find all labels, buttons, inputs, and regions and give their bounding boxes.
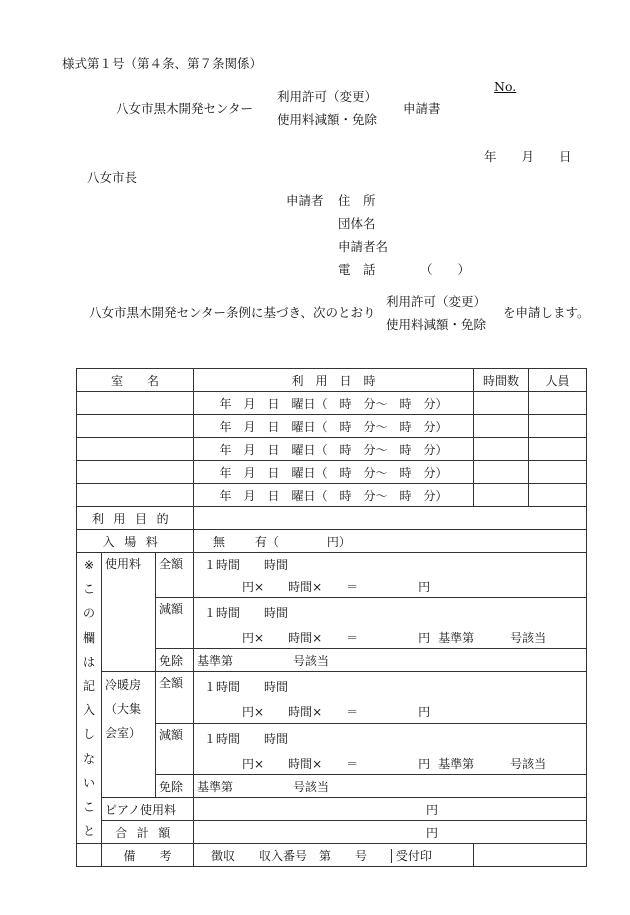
center-name: 八女市黒木開発センター (116, 101, 254, 116)
datetime-row (77, 438, 587, 461)
title-suffix: 申請書 (403, 101, 441, 116)
group-label: 団体名 (338, 216, 376, 231)
reduced-label: 減額 (156, 598, 194, 649)
title-option-permit: 利用許可（変更） (277, 89, 378, 104)
datetime-cell: 年 月 日 曜日（ 時 分～ 時 分） (194, 415, 474, 438)
header-room: 室 名 (77, 369, 194, 392)
addressee: 八女市長 (87, 170, 138, 185)
exempt-line: 基準第 号該当 (194, 775, 587, 798)
datetime-cell: 年 月 日 曜日（ 時 分～ 時 分） (194, 484, 474, 507)
total-yen: 円 (194, 821, 587, 844)
hours-line: １時間 時間 (194, 598, 587, 627)
applicant-label: 申請者 (286, 193, 324, 208)
header-people: 人員 (529, 369, 587, 392)
entry-fee-cell (194, 530, 587, 553)
address-label: 住 所 (338, 193, 376, 208)
hours-line: １時間 時間 (194, 553, 587, 576)
application-table (76, 368, 587, 867)
applicant-name-label: 申請者名 (338, 239, 389, 254)
phone-label: 電 話 (338, 262, 376, 277)
receipt-label: 受付印 (391, 849, 432, 863)
reduced-label: 減額 (156, 723, 194, 775)
piano-yen: 円 (194, 798, 587, 821)
statement-option-fee: 使用料減額・免除 (386, 317, 487, 332)
date-field: 年 月 日 (484, 149, 572, 164)
purpose-label: 利用目的 (77, 507, 194, 530)
aircon-label: 冷暖房 （大集 会室） (102, 672, 156, 798)
statement-prefix: 八女市黒木開発センター条例に基づき、次のとおり (89, 305, 376, 320)
remarks-label: 備 考 (102, 844, 194, 867)
title-option-fee: 使用料減額・免除 (277, 112, 378, 127)
hours-line: １時間 時間 (194, 672, 587, 701)
exempt-line: 基準第 号該当 (194, 649, 587, 672)
calc-line: 円× 時間× ＝ 円 (194, 701, 587, 724)
full-label: 全額 (156, 553, 194, 598)
header-hours: 時間数 (474, 369, 529, 392)
statement-suffix: を申請します。 (503, 305, 590, 320)
calc-line-std: 円× 時間× ＝ 円 基準第 号該当 (194, 626, 587, 649)
datetime-row (77, 461, 587, 484)
header-datetime: 利 用 日 時 (194, 369, 474, 392)
full-label: 全額 (156, 672, 194, 723)
datetime-row (77, 415, 587, 438)
no-field: No. (494, 79, 517, 94)
usage-fee-label: 使用料 (102, 553, 156, 672)
exempt-label: 免除 (156, 649, 194, 672)
datetime-row (77, 392, 587, 415)
calc-line-std: 円× 時間× ＝ 円 基準第 号該当 (194, 752, 587, 775)
statement-option-permit: 利用許可（変更） (386, 294, 487, 309)
entry-fee-label: 入場料 (77, 530, 194, 553)
piano-label: ピアノ使用料 (102, 798, 194, 821)
vertical-note: ※ こ の 欄 は 記 入 し な い こ と (77, 553, 102, 844)
datetime-cell: 年 月 日 曜日（ 時 分～ 時 分） (194, 438, 474, 461)
exempt-label: 免除 (156, 775, 194, 798)
form-number: 様式第１号（第４条、第７条関係） (62, 56, 263, 71)
datetime-row (77, 484, 587, 507)
entry-fee-none: 無 (213, 534, 226, 549)
hours-line: １時間 時間 (194, 723, 587, 752)
datetime-cell: 年 月 日 曜日（ 時 分～ 時 分） (194, 392, 474, 415)
total-label: 合計額 (102, 821, 194, 844)
phone-paren: （ ） (420, 262, 471, 277)
datetime-cell: 年 月 日 曜日（ 時 分～ 時 分） (194, 461, 474, 484)
entry-fee-yes: 有（ 円） (254, 534, 351, 549)
remarks-content: 徴収 収入番号 第 号 受付印 (194, 844, 474, 867)
calc-line: 円× 時間× ＝ 円 (194, 575, 587, 598)
